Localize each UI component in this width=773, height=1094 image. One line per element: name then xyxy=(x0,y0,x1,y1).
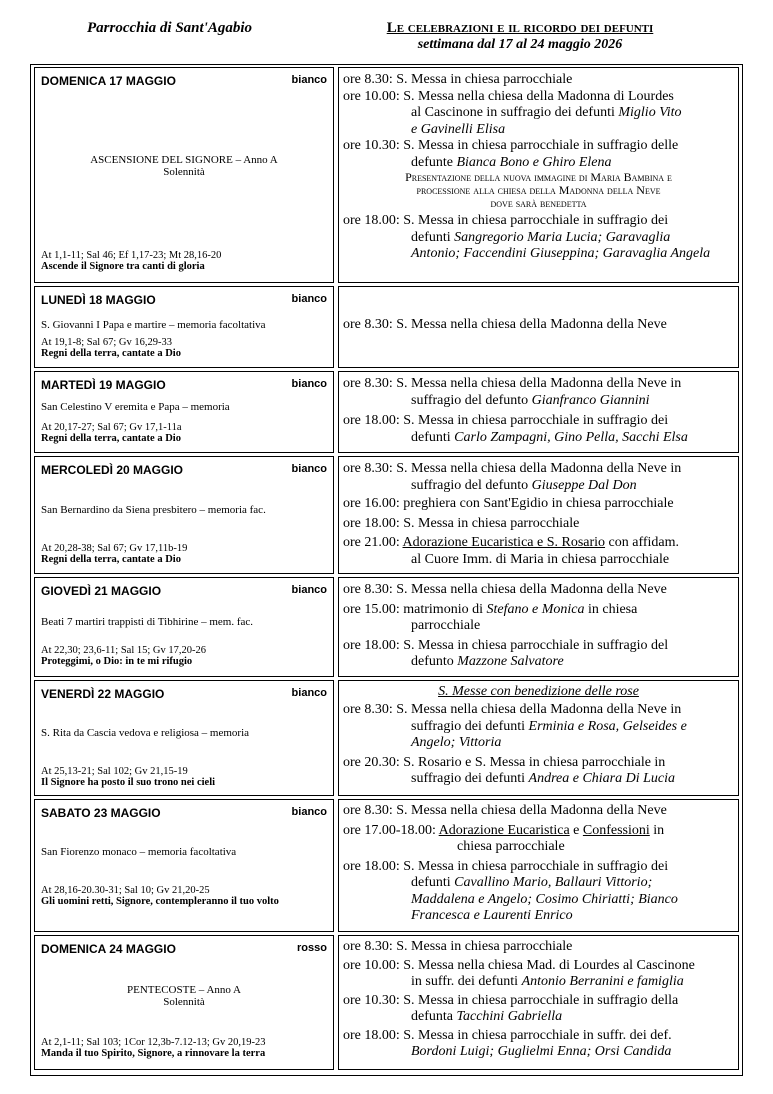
liturgical-color: bianco xyxy=(291,378,327,390)
refrain: Manda il tuo Spirito, Signore, a rinnovare la terra xyxy=(41,1048,266,1059)
readings: At 22,30; 23,6-11; Sal 15; Gv 17,20-26 Proteggimi, o Dio: in te mi rifugio xyxy=(41,645,327,667)
events-list xyxy=(338,67,739,283)
liturgical-color: bianco xyxy=(291,687,327,699)
event-item: ore 8.30: S. Messa nella chiesa della Madonna della Neve xyxy=(343,582,667,597)
event-item: ore 8.30: S. Messa in chiesa parrocchiale xyxy=(343,939,573,954)
day-row-sun17 xyxy=(31,67,740,283)
day-title: MARTEDÌ 19 MAGGIO xyxy=(41,378,166,392)
event-item: ore 18.00: S. Messa in chiesa parrocchiale in suffragio dei defunti Cavallino Mario, Ballauri Vittorio; Maddalena e Angelo; Cosimo Chiriatti; Bianco Francesca e Laurenti Enrico xyxy=(343,858,678,923)
event-item: ore 8.30: S. Messa in chiesa parrocchiale xyxy=(343,72,573,87)
event-item: ore 18.00: S. Messa in chiesa parrocchiale in suffragio del defunto Mazzone Salvatore xyxy=(343,637,669,669)
liturgical-color: bianco xyxy=(291,806,327,818)
event-item: ore 15.00: matrimonio di Stefano e Monica in chiesa parrocchiale xyxy=(343,601,638,633)
event-item: ore 10.30: S. Messa in chiesa parrocchiale in suffragio della defunta Tacchini Gabriella xyxy=(343,992,679,1024)
liturgical-color: rosso xyxy=(297,942,327,954)
readings: At 2,1-11; Sal 103; 1Cor 12,3b-7.12-13; Gv 20,19-23 Manda il tuo Spirito, Signore, a rinnovare la terra xyxy=(41,1037,327,1059)
event-item: ore 17.00-18.00: Adorazione Eucaristica e Confessioni in chiesa parrocchiale xyxy=(343,822,665,854)
document-subtitle: settimana dal 17 al 24 maggio 2026 xyxy=(417,37,623,52)
header-block xyxy=(340,20,700,53)
event-item: ore 20.30: S. Rosario e S. Messa in chiesa parrocchiale in suffragio dei defunti Andrea e Chiara Di Lucia xyxy=(343,754,676,786)
day-title: MERCOLEDÌ 20 MAGGIO xyxy=(41,463,184,477)
event-item: ore 16.00: preghiera con Sant'Egidio in chiesa parrocchiale xyxy=(343,496,674,511)
event-item: ore 8.30: S. Messa nella chiesa della Madonna della Neve in suffragio del defunto Giuseppe Dal Don xyxy=(343,461,682,493)
day-row-mon18 xyxy=(31,286,740,368)
event-item: ore 21.00: Adorazione Eucaristica e S. Rosario con affidam. al Cuore Imm. di Maria in chiesa parrocchiale xyxy=(343,535,680,567)
liturgical-color: bianco xyxy=(291,74,327,86)
liturgical-color: bianco xyxy=(291,584,327,596)
day-row-wed20 xyxy=(31,456,740,574)
events-list xyxy=(338,456,739,574)
readings: At 20,28-38; Sal 67; Gv 17,11b-19 Regni della terra, cantate a Dio xyxy=(41,543,327,565)
day-info xyxy=(34,67,334,283)
event-item: ore 10.30: S. Messa in chiesa parrocchiale in suffragio delle defunte Bianca Bono e Ghiro Elena xyxy=(343,138,679,170)
events-list xyxy=(338,680,739,796)
day-info xyxy=(34,680,334,796)
day-title: DOMENICA 24 MAGGIO xyxy=(41,942,176,956)
day-info xyxy=(34,456,334,574)
readings: At 20,17-27; Sal 67; Gv 17,1-11a Regni della terra, cantate a Dio xyxy=(41,422,327,444)
feast-name: San Fiorenzo monaco – memoria facoltativa xyxy=(41,846,237,858)
readings: At 1,1-11; Sal 46; Ef 1,17-23; Mt 28,16-20 Ascende il Signore tra canti di gloria xyxy=(41,250,327,272)
events-list xyxy=(338,799,739,932)
feast-name: PENTECOSTE – Anno A Solennità xyxy=(127,984,241,1008)
parish-name: Parrocchia di Sant'Agabio xyxy=(87,20,253,36)
event-item: ore 8.30: S. Messa nella chiesa della Madonna della Neve in suffragio dei defunti Erminia e Rosa, Gelseides e Angelo; Vittoria xyxy=(343,702,687,750)
day-info xyxy=(34,286,334,368)
event-item: ore 8.30: S. Messa nella chiesa della Madonna della Neve xyxy=(343,317,667,332)
event-item: ore 18.00: S. Messa in chiesa parrocchiale in suffragio dei defunti Carlo Zampagni, Gino Pella, Sacchi Elsa xyxy=(343,413,688,445)
event-item: ore 10.00: S. Messa nella chiesa Mad. di Lourdes al Cascinone in suffr. dei defunti Antonio Berranini e famiglia xyxy=(343,957,695,989)
events-list xyxy=(338,286,739,368)
event-note: Presentazione della nuova immagine di Maria Bambina e processione alla chiesa della Madonna della Neve dove sarà benedetta xyxy=(405,170,672,210)
day-title: SABATO 23 MAGGIO xyxy=(41,806,161,820)
day-info xyxy=(34,371,334,453)
liturgical-color: bianco xyxy=(291,293,327,305)
refrain: Il Signore ha posto il suo trono nei cieli xyxy=(41,777,216,788)
day-info xyxy=(34,935,334,1070)
day-row-fri22 xyxy=(31,680,740,796)
liturgical-color: bianco xyxy=(291,463,327,475)
day-info xyxy=(34,577,334,677)
feast-name: S. Giovanni I Papa e martire – memoria facoltativa xyxy=(41,319,266,331)
event-item: ore 10.00: S. Messa nella chiesa della Madonna di Lourdes al Cascinone in suffragio dei defunti Miglio Vito e Gavinelli Elisa xyxy=(343,88,682,137)
events-list xyxy=(338,935,739,1070)
event-item: ore 18.00: S. Messa in chiesa parrocchiale xyxy=(343,515,580,531)
day-title: VENERDÌ 22 MAGGIO xyxy=(41,687,165,701)
event-item: ore 8.30: S. Messa nella chiesa della Madonna della Neve xyxy=(343,803,667,818)
refrain: Regni della terra, cantate a Dio xyxy=(41,554,181,565)
document-title: Le celebrazioni e il ricordo dei defunti xyxy=(386,20,654,36)
refrain: Regni della terra, cantate a Dio xyxy=(41,348,181,359)
readings: At 28,16-20.30-31; Sal 10; Gv 21,20-25 Gli uomini retti, Signore, contempleranno il tuo volto xyxy=(41,885,327,907)
day-row-tue19 xyxy=(31,371,740,453)
events-list xyxy=(338,577,739,677)
day-title: GIOVEDÌ 21 MAGGIO xyxy=(41,584,162,598)
refrain: Regni della terra, cantate a Dio xyxy=(41,433,181,444)
event-item: ore 8.30: S. Messa nella chiesa della Madonna della Neve in suffragio del defunto Gianfranco Giannini xyxy=(343,376,682,408)
feast-name: Beati 7 martiri trappisti di Tibhirine – mem. fac. xyxy=(41,616,254,628)
feast-name: ASCENSIONE DEL SIGNORE – Anno A Solennità xyxy=(90,154,278,178)
day-row-sun24 xyxy=(31,935,740,1070)
events-list xyxy=(338,371,739,453)
event-item: ore 18.00: S. Messa in chiesa parrocchiale in suffragio dei defunti Sangregorio Maria Lucia; Garavaglia Antonio; Faccendini Giuseppina; Garavaglia Angela xyxy=(343,213,711,261)
day-title: DOMENICA 17 MAGGIO xyxy=(41,74,176,88)
refrain: Ascende il Signore tra canti di gloria xyxy=(41,261,205,272)
day-row-thu21 xyxy=(31,577,740,677)
readings: At 25,13-21; Sal 102; Gv 21,15-19 Il Signore ha posto il suo trono nei cieli xyxy=(41,766,327,788)
readings: At 19,1-8; Sal 67; Gv 16,29-33 Regni della terra, cantate a Dio xyxy=(41,337,327,359)
day-title: LUNEDÌ 18 MAGGIO xyxy=(41,293,156,307)
feast-name: San Bernardino da Siena presbitero – memoria fac. xyxy=(41,504,266,516)
day-row-sat23 xyxy=(31,799,740,932)
feast-name: S. Rita da Cascia vedova e religiosa – memoria xyxy=(41,727,250,739)
event-heading: S. Messe con benedizione delle rose xyxy=(438,684,639,699)
feast-name: San Celestino V eremita e Papa – memoria xyxy=(41,401,230,413)
refrain: Proteggimi, o Dio: in te mi rifugio xyxy=(41,656,193,667)
event-item: ore 18.00: S. Messa in chiesa parrocchiale in suffr. dei def. Bordoni Luigi; Guglielmi Enna; Orsi Candida xyxy=(343,1027,672,1059)
refrain: Gli uomini retti, Signore, contempleranno il tuo volto xyxy=(41,896,279,907)
day-info xyxy=(34,799,334,932)
